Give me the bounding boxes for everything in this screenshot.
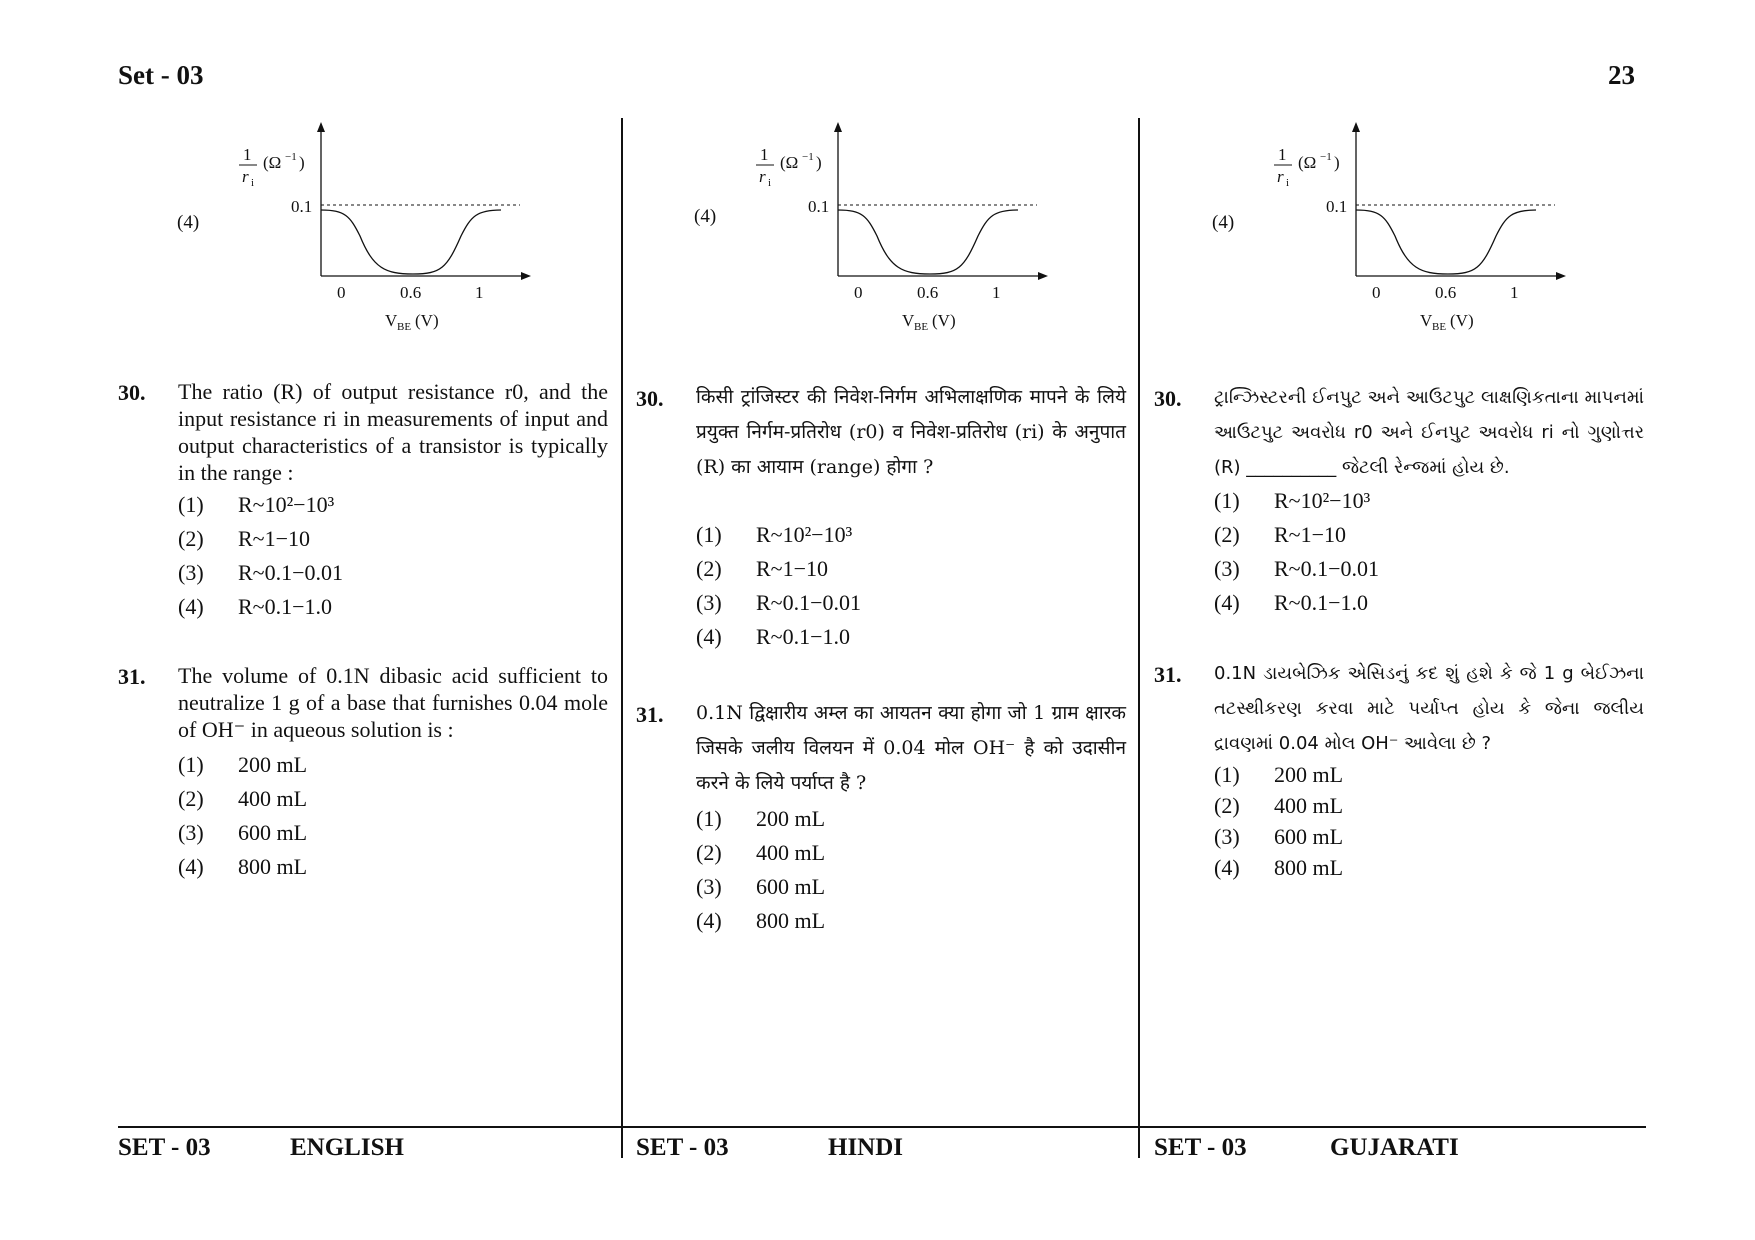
svg-text:1: 1 (243, 145, 252, 164)
svg-text:(V): (V) (932, 311, 956, 330)
option: (3) 600 mL (178, 820, 308, 845)
svg-text:r: r (242, 167, 249, 186)
question-number: 31. (118, 664, 146, 689)
svg-text:0.1: 0.1 (291, 197, 313, 216)
option: (1) R~10²−10³ (178, 492, 335, 517)
svg-text:(Ω: (Ω (1298, 153, 1317, 172)
graph-option-label: (4) (177, 212, 200, 233)
option: (2) R~1−10 (696, 556, 828, 581)
svg-text:): ) (299, 153, 305, 172)
svg-text:−1: −1 (285, 151, 297, 163)
graph-english (175, 118, 555, 348)
option: (2) R~1−10 (1214, 522, 1346, 547)
option: (2) R~1−10 (178, 526, 310, 551)
options-list (178, 752, 608, 888)
svg-text:i: i (1286, 177, 1290, 189)
option: (3) R~0.1−0.01 (1214, 556, 1379, 581)
svg-text:(V): (V) (1450, 311, 1474, 330)
option: (3) R~0.1−0.01 (696, 590, 861, 615)
graph-gujarati (1210, 118, 1590, 348)
option: (2) 400 mL (1214, 793, 1344, 818)
svg-text:0.6: 0.6 (400, 283, 422, 302)
footer-set-label: SET - 03 (636, 1134, 729, 1161)
svg-text:BE: BE (397, 321, 412, 333)
svg-text:1: 1 (1278, 145, 1287, 164)
graph-hindi (692, 118, 1072, 348)
svg-text:i: i (251, 177, 255, 189)
footer-language-english: ENGLISH (290, 1134, 404, 1161)
svg-text:(Ω: (Ω (780, 153, 799, 172)
svg-text:1: 1 (475, 283, 484, 302)
question-number: 30. (1154, 386, 1182, 411)
option: (4) 800 mL (696, 908, 826, 933)
footer-language-gujarati: GUJARATI (1330, 1134, 1459, 1161)
options-list (696, 522, 1126, 658)
option: (1) 200 mL (178, 752, 308, 777)
svg-text:0.6: 0.6 (1435, 283, 1457, 302)
footer-set-label: SET - 03 (118, 1134, 211, 1161)
option: (4) R~0.1−1.0 (1214, 590, 1368, 615)
footer-language-hindi: HINDI (828, 1134, 904, 1161)
question-number: 30. (636, 386, 664, 411)
svg-text:(Ω: (Ω (263, 153, 282, 172)
question-text: The volume of 0.1N dibasic acid sufficient to neutralize 1 g of a base that furnishes 0.04 mole of OH⁻ in aqueous solution is : (178, 663, 608, 742)
question-text: किसी ट्रांजिस्टर की निवेश-निर्गम अभिलाक्षणिक मापने के लिये प्रयुक्त निर्गम-प्रतिरोध (r0) व निवेश-प्रतिरोध (ri) के अनुपात (R) का आयाम (range) होगा ? (696, 386, 1126, 478)
svg-text:1: 1 (992, 283, 1001, 302)
question-number: 31. (636, 702, 664, 727)
svg-text:0: 0 (854, 283, 863, 302)
options-list (1214, 762, 1644, 886)
svg-text:1: 1 (1510, 283, 1519, 302)
svg-text:): ) (816, 153, 822, 172)
set-header: Set - 03 (118, 60, 204, 90)
svg-text:−1: −1 (1320, 151, 1332, 163)
svg-text:0.1: 0.1 (1326, 197, 1348, 216)
option: (1) 200 mL (1214, 762, 1344, 787)
option: (3) R~0.1−0.01 (178, 560, 343, 585)
svg-text:r: r (759, 167, 766, 186)
option: (4) R~0.1−1.0 (696, 624, 850, 649)
svg-text:0: 0 (337, 283, 346, 302)
svg-text:0: 0 (1372, 283, 1381, 302)
graph-option-label: (4) (694, 206, 717, 227)
option: (3) 600 mL (1214, 824, 1344, 849)
option: (1) 200 mL (696, 806, 826, 831)
question-text: The ratio (R) of output resistance r0, and the input resistance ri in measurements of input and output characteristics of a transistor is typically in the range : (178, 379, 608, 485)
option: (1) R~10²−10³ (696, 522, 853, 547)
option: (1) R~10²−10³ (1214, 488, 1371, 513)
svg-text:BE: BE (1432, 321, 1447, 333)
question-text: 0.1N द्विक्षारीय अम्ल का आयतन क्या होगा जो 1 ग्राम क्षारक जिसके जलीय विलयन में 0.04 मोल OH⁻ है को उदासीन करने के लिये पर्याप्त है ? (696, 702, 1126, 794)
svg-text:1: 1 (760, 145, 769, 164)
option: (4) 800 mL (1214, 855, 1344, 880)
column-divider-2 (1138, 118, 1140, 1158)
question-text: ટ્રાન્ઝિસ્ટરની ઈનપુટ અને આઉટપુટ લાક્ષણિકતાના માપનમાં આઉટપુટ અવરોધ r0 અને ઈનપુટ અવરોધ ri નો ગુણોત્તર (R) __________ જેટલી રેન્જમાં હોય છે. (1214, 387, 1644, 478)
svg-text:): ) (1334, 153, 1340, 172)
svg-text:BE: BE (914, 321, 929, 333)
footer-set-label: SET - 03 (1154, 1134, 1247, 1161)
option: (2) 400 mL (178, 786, 308, 811)
option: (4) 800 mL (178, 854, 308, 879)
options-list (696, 806, 1126, 942)
svg-text:(V): (V) (415, 311, 439, 330)
question-number: 30. (118, 380, 146, 405)
svg-text:0.1: 0.1 (808, 197, 830, 216)
svg-text:V: V (902, 311, 915, 330)
question-number: 31. (1154, 662, 1182, 687)
option: (3) 600 mL (696, 874, 826, 899)
page-number: 23 (1608, 60, 1635, 90)
options-list (1214, 488, 1644, 624)
svg-text:−1: −1 (802, 151, 814, 163)
svg-text:V: V (385, 311, 398, 330)
options-list (178, 492, 608, 628)
option: (4) R~0.1−1.0 (178, 594, 332, 619)
footer-rule (118, 1126, 1646, 1128)
svg-text:i: i (768, 177, 772, 189)
option: (2) 400 mL (696, 840, 826, 865)
graph-option-label: (4) (1212, 212, 1235, 233)
column-divider-1 (621, 118, 623, 1158)
svg-text:V: V (1420, 311, 1433, 330)
question-text: 0.1N ડાયબેઝિક એસિડનું કદ શું હશે કે જે 1 g બેઈઝના તટસ્થીકરણ કરવા માટે પર્યાપ્ત હોય કે જેના જલીય દ્રાવણમાં 0.04 મોલ OH⁻ આવેલા છે ? (1214, 663, 1644, 754)
svg-text:r: r (1277, 167, 1284, 186)
svg-text:0.6: 0.6 (917, 283, 939, 302)
